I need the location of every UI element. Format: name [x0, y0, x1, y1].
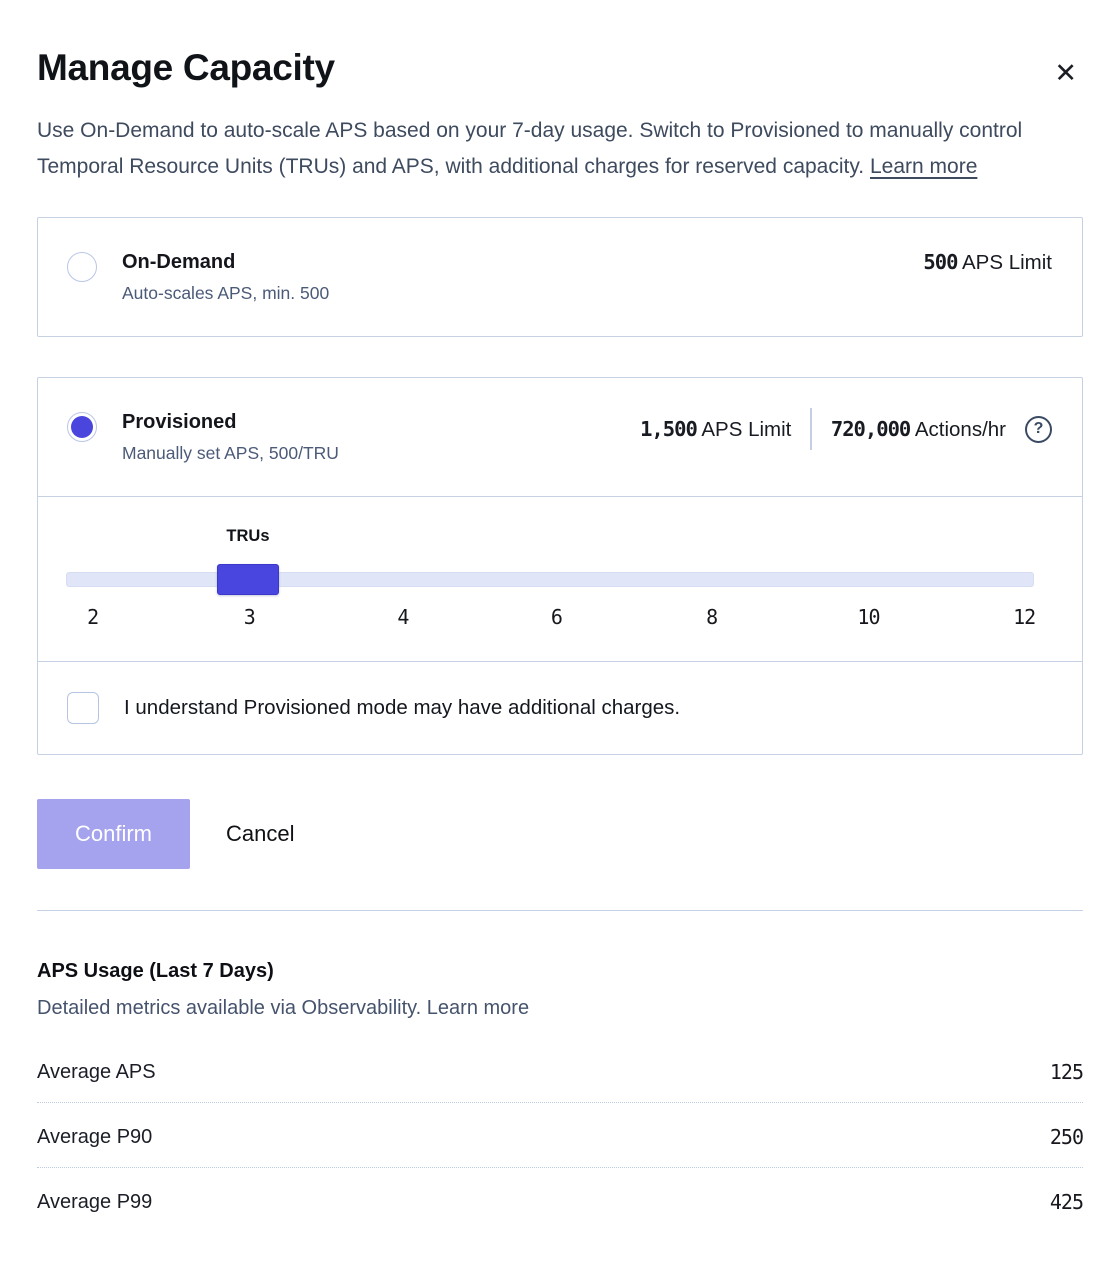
on-demand-option-row: [38, 218, 1082, 336]
section-divider: [37, 910, 1083, 911]
slider-value-label: TRUs: [226, 527, 270, 545]
provisioned-option-row[interactable]: [38, 378, 1082, 496]
on-demand-radio[interactable]: [67, 252, 97, 282]
provisioned-actions-rate: [831, 415, 1006, 444]
tru-slider: [66, 497, 1034, 661]
provisioned-aps-value: 1,500: [640, 416, 697, 441]
stats-divider: [810, 408, 812, 450]
table-row: [37, 1168, 1083, 1232]
usage-section-title: APS Usage (Last 7 Days): [37, 960, 274, 982]
metric-value-average-p99: 425: [1049, 1190, 1083, 1214]
provisioned-actions-value: 720,000: [830, 416, 911, 441]
provisioned-card: [37, 377, 1083, 755]
on-demand-stats: [923, 248, 1052, 277]
description-text: Use On-Demand to auto-scale APS based on your 7-day usage. Switch to Provisioned to manually control Temporal Resource Units (TRUs) and APS, with additional charges for reserved capacity.: [37, 119, 1023, 178]
slider-tick-4: 4: [397, 605, 409, 629]
acknowledge-row: [38, 661, 1082, 754]
usage-subtitle: [37, 996, 1083, 1020]
provisioned-labels: [122, 410, 339, 464]
page-title: Manage Capacity: [37, 47, 335, 88]
on-demand-aps-value: 500: [923, 250, 958, 274]
acknowledge-label[interactable]: I understand Provisioned mode may have additional charges.: [124, 696, 681, 719]
on-demand-sublabel: Auto-scales APS, min. 500: [122, 283, 330, 303]
slider-tick-12: 12: [1013, 605, 1036, 629]
metric-label-average-aps: Average APS: [37, 1060, 156, 1083]
dialog-header: [37, 48, 1083, 93]
usage-learn-more-link[interactable]: Learn more: [426, 997, 530, 1019]
slider-tick-2: 2: [87, 605, 99, 629]
slider-tick-3: 3: [243, 605, 255, 629]
metric-label-average-p99: Average P99: [37, 1190, 153, 1213]
on-demand-labels: [122, 250, 329, 304]
acknowledge-checkbox[interactable]: [67, 692, 99, 724]
dialog-description: [37, 113, 1083, 185]
slider-track[interactable]: [66, 572, 1034, 587]
provisioned-aps-limit: [640, 415, 791, 444]
on-demand-aps-unit: APS Limit: [957, 251, 1052, 274]
usage-subtitle-text: Detailed metrics available via Observability.: [37, 997, 422, 1019]
on-demand-label: On-Demand: [122, 251, 236, 273]
on-demand-card[interactable]: [37, 217, 1083, 337]
provisioned-label: Provisioned: [122, 411, 237, 433]
help-icon[interactable]: ?: [1025, 416, 1052, 443]
close-icon: ✕: [1054, 58, 1077, 88]
metric-value-average-aps: 125: [1049, 1060, 1083, 1084]
slider-tick-10: 10: [857, 605, 880, 629]
on-demand-aps-limit: [923, 248, 1052, 277]
provisioned-actions-unit: Actions/hr: [910, 417, 1006, 441]
slider-tick-8: 8: [706, 605, 718, 629]
usage-metrics-table: [37, 1038, 1083, 1232]
tru-slider-section: [38, 496, 1082, 661]
slider-tick-6: 6: [550, 605, 562, 629]
slider-handle[interactable]: [217, 564, 279, 595]
close-button[interactable]: [1048, 54, 1083, 93]
dialog-actions: [37, 799, 1083, 869]
metric-value-average-p90: 250: [1049, 1125, 1083, 1149]
provisioned-aps-unit: APS Limit: [696, 417, 792, 441]
provisioned-sublabel: Manually set APS, 500/TRU: [122, 443, 339, 463]
metric-label-average-p90: Average P90: [37, 1125, 153, 1148]
cancel-button[interactable]: Cancel: [226, 821, 295, 846]
provisioned-radio[interactable]: [67, 412, 97, 442]
confirm-button[interactable]: Confirm: [37, 799, 190, 869]
provisioned-stats: [640, 408, 1052, 450]
table-row: [37, 1103, 1083, 1168]
learn-more-link[interactable]: Learn more: [869, 155, 978, 178]
table-row: [37, 1038, 1083, 1103]
